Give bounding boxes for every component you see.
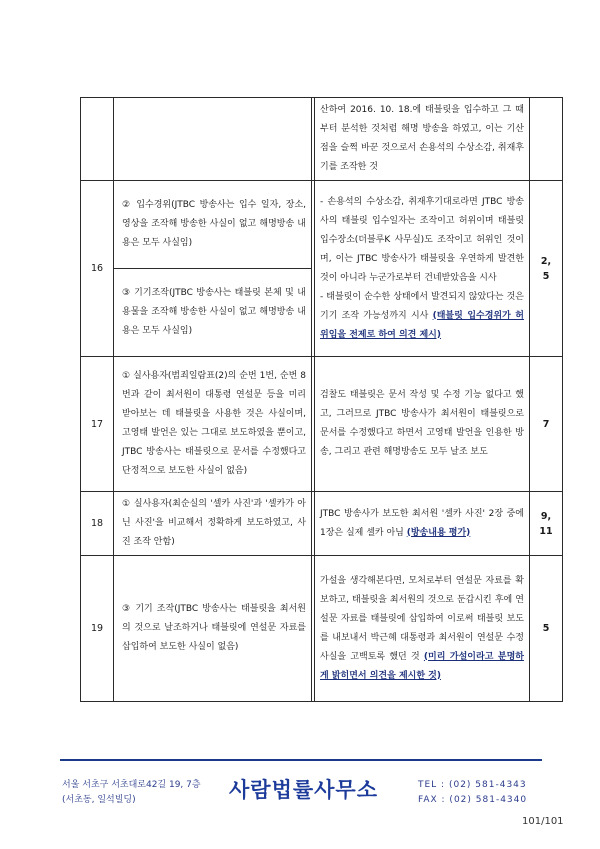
document-table [80,97,563,702]
row-number: 16 [81,181,114,357]
response-text: - 손용석의 수상소감, 취재후기대로라면 JTBC 방송사의 태블릿 입수일자는 조작이고 허위이며 태블릿 입수장소(더블루K 사무실)도 조작이고 허위인 것이며, 이는 JTBC 방송사가 태블릿을 우연하게 발견한 것이 아니라 누군가로부터 건네받았음을 시사 - 태블릿이 순수한 상태에서 발견되지 않았다는 것은 기기 조작 가능성까지 시사 [320,196,524,321]
table-row-19 [81,556,563,702]
address-line: (서초동, 일석빌딩) [62,795,136,805]
claim-text: ② 입수경위(JTBC 방송사는 입수 일자, 장소, 영상을 조작해 방송한 사실이 없고 해명방송 내용은 모두 사실임) [122,200,306,248]
response-text: 산하여 2016. 10. 18.에 태블릿을 입수하고 그 때부터 분석한 것처럼 해명 방송을 하였고, 이는 기산점을 슬쩍 바꾼 것으로서 손용석의 수상소감, 취재후기를 조작한 것 [320,105,524,172]
page-number: 101/101 [522,816,564,827]
response-text: 검찰도 태블릿은 문서 작성 및 수정 기능 없다고 했고, 그러므로 JTBC 방송사가 최서원이 태블릿으로 문서를 수정했다고 하면서 고영태 발언을 인용한 방송, 그리고 관련 해명방송도 모두 날조 보도 [320,390,524,457]
response-cell [315,181,530,357]
claim-text: ① 실사용자(범죄일람표(2)의 순번 1번, 순번 8번과 같이 최서원이 대통령 연설문 등을 미리 받아보는 데 태블릿을 사용한 것은 사실이며, 고영태 발언은 있는 그대로 보도하였을 뿐이고, JTBC 방송사는 태블릿으로 문서를 수정했다고 단정적으로 보도한 사실이 없음) [122,371,306,476]
row-number-cell [81,98,114,181]
footer-contact [418,778,527,808]
claim-cell [114,269,312,357]
row-number: 17 [81,357,114,492]
response-cell [315,98,530,181]
table-row-17 [81,357,563,492]
table-row-18 [81,492,563,556]
footer-address [62,778,201,808]
grade-value: 2, [540,255,552,267]
claim-cell [114,98,312,181]
response-cell [315,556,530,702]
row-number: 19 [81,556,114,702]
address-line: 서울 서초구 서초대로42길 19, 7층 [62,780,201,790]
claim-cell [114,492,312,556]
table-row-continued [81,98,563,181]
grade-cell [530,181,563,357]
grade-cell [530,556,563,702]
response-text: JTBC 방송사가 보도한 최서원 '셀카 사진' 2장 중에 1장은 실제 셀카 아님 [320,508,524,538]
claim-text: ③ 기기 조작(JTBC 방송사는 태블릿을 최서원의 것으로 날조하거나 태블릿에 연설문 자료를 삽입하여 보도한 사실이 없음) [122,604,306,652]
claim-cell [114,181,312,269]
grade-cell [530,98,563,181]
table-row-16a [81,181,563,269]
claim-cell [114,357,312,492]
claim-text: ① 실사용자(최순실의 '셀카 사진'과 '셀카가 아닌 사진'을 비교해서 정확하게 보도하였고, 사진 조작 안함) [122,499,306,547]
fax-number: FAX : (02) 581-4340 [418,795,528,805]
response-cell [315,357,530,492]
response-cell [315,492,530,556]
grade-cell [530,357,563,492]
phone-number: TEL : (02) 581-4343 [418,780,527,790]
claim-cell [114,556,312,702]
grade-value: 5 [542,270,550,282]
grade-value: 9, [540,510,552,522]
grade-value: 11 [539,525,553,537]
opinion-note: (미리 가설이라고 분명하게 밝히면서 의견을 제시한 것) [320,651,524,681]
claim-text: ③ 기기조작(JTBC 방송사는 태블릿 본체 및 내용물을 조작해 방송한 사실이 없고 해명방송 내용은 모두 사실임) [122,288,306,336]
opinion-note: (태블릿 입수경위가 허위임을 전제로 하여 의견 제시) [320,310,524,340]
response-text: 가설을 생각해본다면, 모처로부터 연설문 자료를 확보하고, 태블릿을 최서원의 것으로 둔갑시킨 후에 연설문 자료를 태블릿에 삽입하여 이로써 태블릿 보도를 내보내서 박근혜 대통령과 최서원이 연설문 수정 사실을 고백토록 했던 것 [320,575,524,662]
grade-cell [530,492,563,556]
grade-value: 7 [542,418,550,430]
opinion-note: (방송내용 평가) [406,527,471,538]
firm-logo: 사람법률사무소 [229,778,379,802]
grade-value: 5 [542,623,550,634]
footer-divider [60,759,542,761]
row-number: 18 [81,492,114,556]
